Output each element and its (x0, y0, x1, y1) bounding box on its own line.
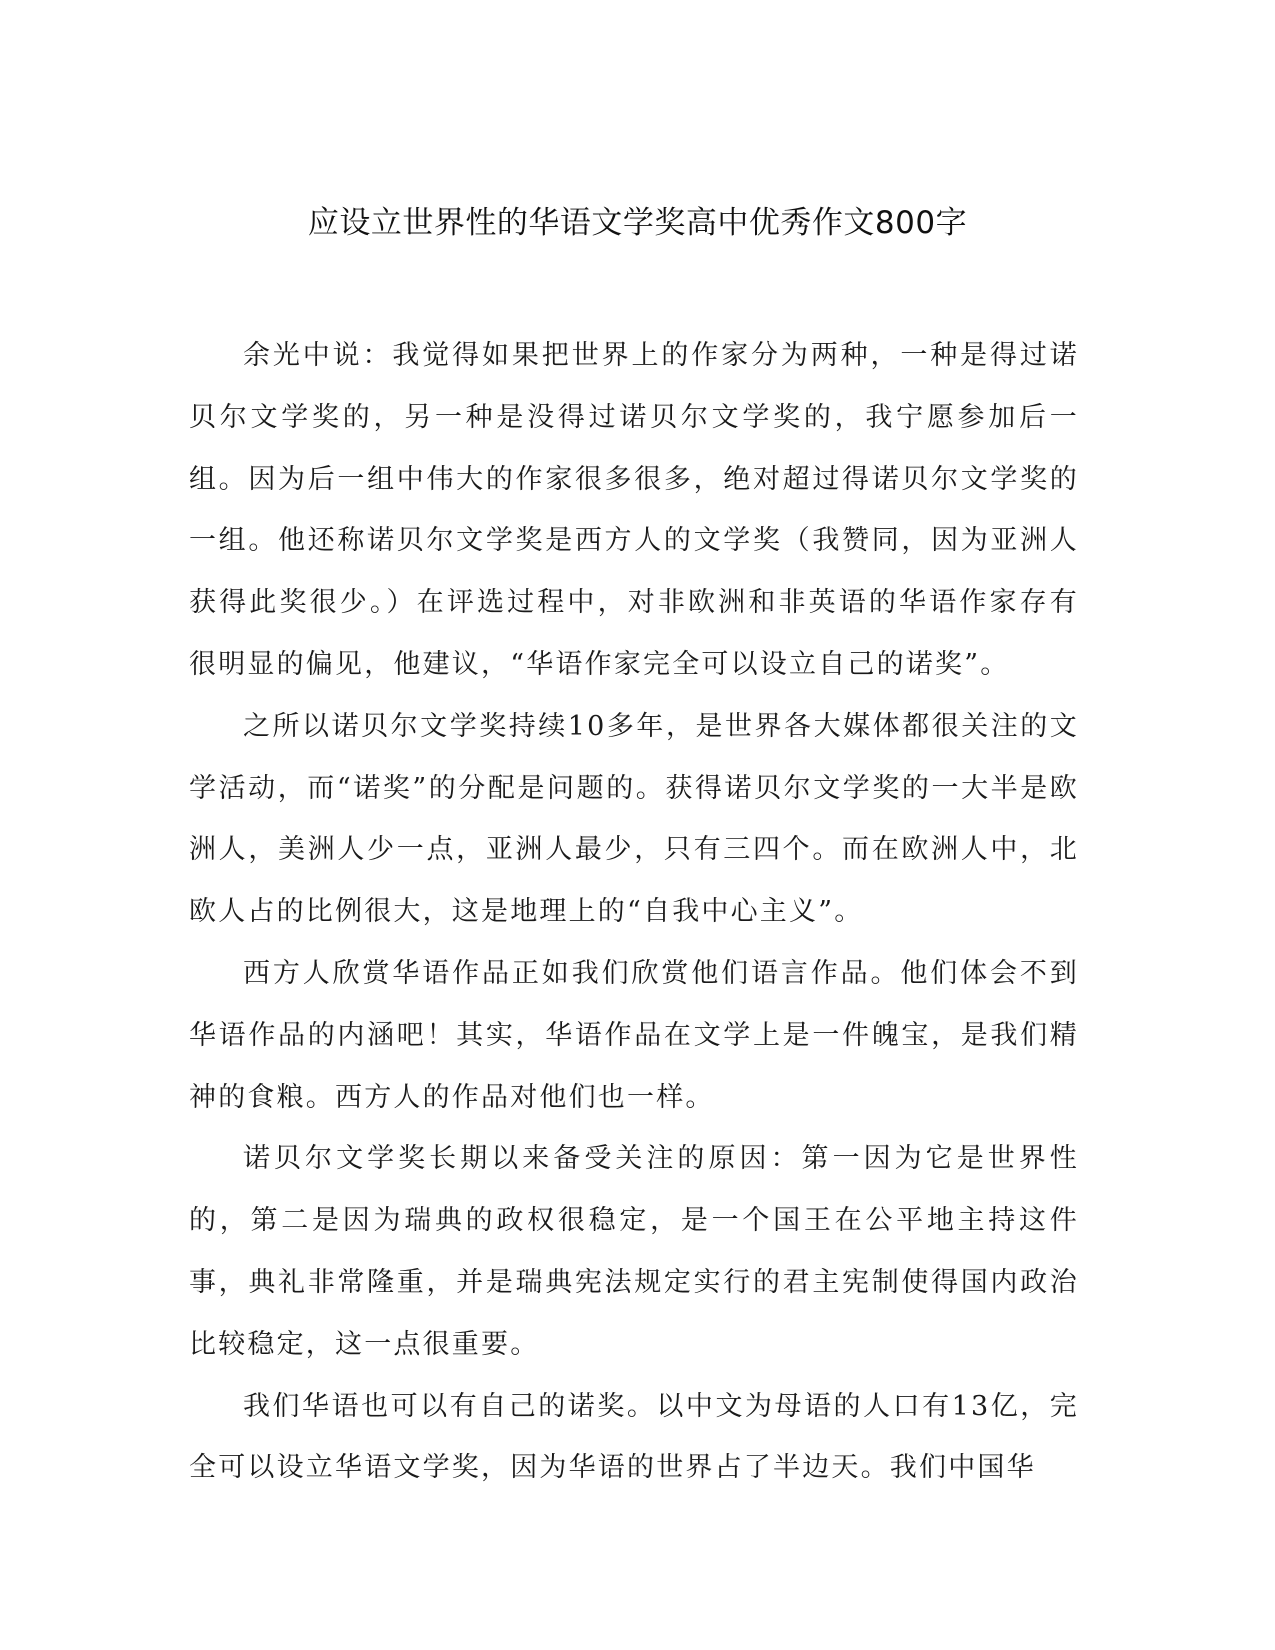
document-body (189, 325, 1079, 1499)
paragraph-4: 诺贝尔文学奖长期以来备受关注的原因：第一因为它是世界性的，第二是因为瑞典的政权很稳定，是一个国王在公平地主持这件事，典礼非常隆重，并是瑞典宪法规定实行的君主宪制使得国内政治比较稳定，这一点很重要。 (189, 1143, 1079, 1360)
paragraph-3: 西方人欣赏华语作品正如我们欣赏他们语言作品。他们体会不到华语作品的内涵吧！其实，华语作品在文学上是一件魄宝，是我们精神的食粮。西方人的作品对他们也一样。 (189, 957, 1079, 1113)
paragraph-1: 余光中说：我觉得如果把世界上的作家分为两种，一种是得过诺贝尔文学奖的，另一种是没得过诺贝尔文学奖的，我宁愿参加后一组。因为后一组中伟大的作家很多很多，绝对超过得诺贝尔文学奖的一组。他还称诺贝尔文学奖是西方人的文学奖（我赞同，因为亚洲人获得此奖很少。）在评选过程中，对非欧洲和非英语的华语作家存有很明显的偏见，他建议，“华语作家完全可以设立自己的诺奖”。 (189, 340, 1079, 680)
paragraph-2: 之所以诺贝尔文学奖持续10多年，是世界各大媒体都很关注的文学活动，而“诺奖”的分配是问题的。获得诺贝尔文学奖的一大半是欧洲人，美洲人少一点，亚洲人最少，只有三四个。而在欧洲人中，北欧人占的比例很大，这是地理上的“自我中心主义”。 (189, 710, 1079, 928)
document-title: 应设立世界性的华语文学奖高中优秀作文800字 (307, 205, 968, 241)
paragraph-5: 我们华语也可以有自己的诺奖。以中文为母语的人口有13亿，完全可以设立华语文学奖，因为华语的世界占了半边天。我们中国华 (189, 1390, 1079, 1484)
